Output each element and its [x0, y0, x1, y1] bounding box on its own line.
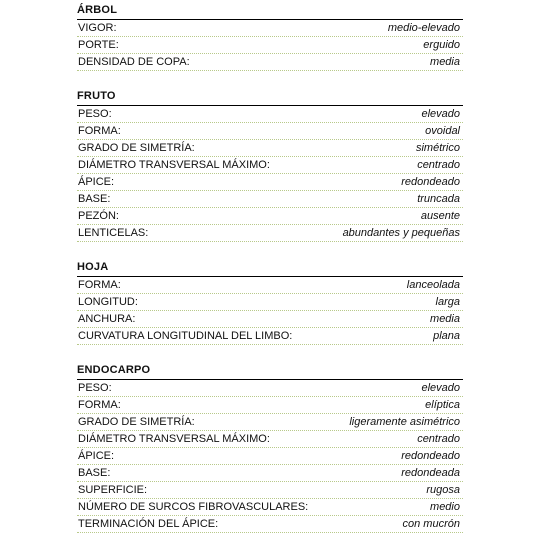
attribute-value: elíptica — [425, 399, 460, 411]
attribute-value: media — [430, 56, 460, 68]
attribute-label: NÚMERO DE SURCOS FIBROVASCULARES: — [78, 501, 309, 513]
attribute-row — [77, 106, 463, 123]
attribute-label: PESO: — [78, 382, 112, 394]
attribute-label: SUPERFICIE: — [78, 484, 148, 496]
attribute-value: medio-elevado — [387, 22, 460, 34]
attribute-value: redondeado — [401, 450, 460, 462]
attribute-row — [77, 448, 463, 465]
attribute-label: LENTICELAS: — [78, 227, 149, 239]
attribute-label: PEZÓN: — [78, 210, 119, 222]
attribute-row — [77, 465, 463, 482]
attribute-label: ÁPICE: — [78, 176, 115, 188]
attribute-value: lanceolada — [406, 279, 460, 291]
attribute-value: abundantes y pequeñas — [342, 227, 460, 239]
attribute-value: con mucrón — [402, 518, 460, 530]
attribute-row — [77, 311, 463, 328]
attribute-row — [77, 54, 463, 71]
attribute-value: ovoidal — [425, 125, 460, 137]
attribute-row — [77, 157, 463, 174]
attribute-row — [77, 516, 463, 533]
attribute-value: elevado — [421, 108, 460, 120]
attribute-label: DENSIDAD DE COPA: — [78, 56, 190, 68]
attribute-value: redondeada — [401, 467, 460, 479]
attribute-value: truncada — [417, 193, 460, 205]
attribute-row — [77, 37, 463, 54]
attribute-label: CURVATURA LONGITUDINAL DEL LIMBO: — [78, 330, 293, 342]
section-arbol — [77, 2, 463, 71]
attribute-row — [77, 328, 463, 345]
section-title: ENDOCARPO — [77, 362, 463, 380]
attribute-value: redondeado — [401, 176, 460, 188]
attribute-value: plana — [433, 330, 460, 342]
attribute-row — [77, 277, 463, 294]
section-title: HOJA — [77, 259, 463, 277]
attribute-value: centrado — [417, 433, 460, 445]
attribute-row — [77, 174, 463, 191]
attribute-row — [77, 140, 463, 157]
attribute-label: BASE: — [78, 467, 111, 479]
section-fruto — [77, 88, 463, 242]
attribute-row — [77, 397, 463, 414]
attribute-row — [77, 482, 463, 499]
attribute-value: rugosa — [426, 484, 460, 496]
attribute-row — [77, 431, 463, 448]
attribute-label: BASE: — [78, 193, 111, 205]
attribute-value: ausente — [420, 210, 460, 222]
attribute-label: DIÁMETRO TRANSVERSAL MÁXIMO: — [78, 433, 270, 445]
attribute-row — [77, 414, 463, 431]
attribute-label: FORMA: — [78, 279, 121, 291]
attribute-row — [77, 191, 463, 208]
attribute-label: LONGITUD: — [78, 296, 138, 308]
attribute-value: medio — [430, 501, 460, 513]
attribute-label: GRADO DE SIMETRÍA: — [78, 416, 195, 428]
attribute-label: ÁPICE: — [78, 450, 115, 462]
attribute-row — [77, 499, 463, 516]
attribute-row — [77, 294, 463, 311]
attribute-label: GRADO DE SIMETRÍA: — [78, 142, 195, 154]
attribute-row — [77, 380, 463, 397]
attribute-row — [77, 123, 463, 140]
attribute-value: elevado — [421, 382, 460, 394]
attribute-label: TERMINACIÓN DEL ÁPICE: — [78, 518, 219, 530]
section-endocarpo — [77, 362, 463, 533]
attribute-label: ANCHURA: — [78, 313, 136, 325]
attribute-label: PORTE: — [78, 39, 119, 51]
attribute-value: erguido — [423, 39, 460, 51]
section-title: ÁRBOL — [77, 2, 463, 20]
attribute-value: media — [430, 313, 460, 325]
attribute-label: PESO: — [78, 108, 112, 120]
attribute-row — [77, 225, 463, 242]
attribute-row — [77, 20, 463, 37]
attribute-row — [77, 208, 463, 225]
attribute-value: ligeramente asimétrico — [349, 416, 460, 428]
attribute-value: centrado — [417, 159, 460, 171]
attribute-label: FORMA: — [78, 399, 121, 411]
section-hoja — [77, 259, 463, 345]
attribute-value: simétrico — [415, 142, 460, 154]
attribute-value: larga — [435, 296, 460, 308]
section-title: FRUTO — [77, 88, 463, 106]
attribute-label: FORMA: — [78, 125, 121, 137]
attribute-label: DIÁMETRO TRANSVERSAL MÁXIMO: — [78, 159, 270, 171]
attribute-label: VIGOR: — [78, 22, 117, 34]
